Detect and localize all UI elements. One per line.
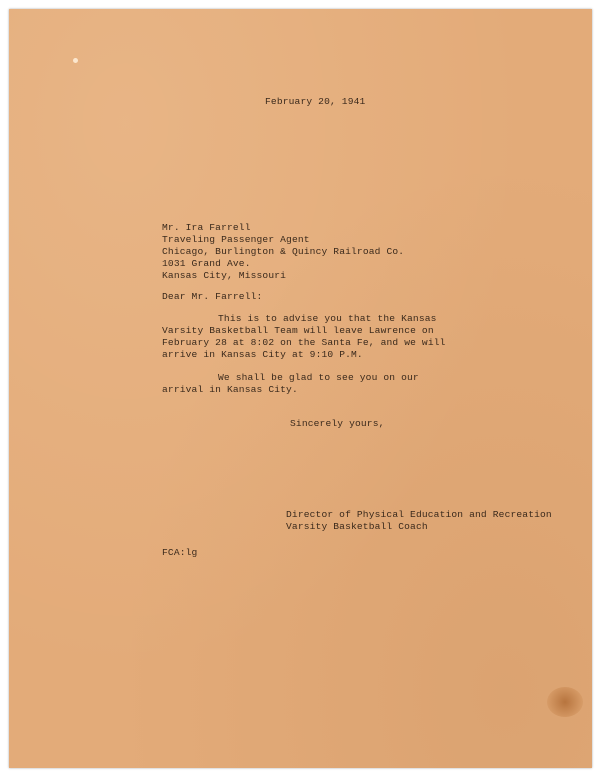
recipient-line: Mr. Ira Farrell — [162, 222, 251, 233]
paragraph-line: February 28 at 8:02 on the Santa Fe, and we will — [162, 337, 446, 348]
recipient-line: Traveling Passenger Agent — [162, 234, 310, 245]
letter-date: February 20, 1941 — [265, 96, 366, 107]
paragraph-line: This is to advise you that the Kansas — [218, 313, 437, 324]
reference-initials: FCA:lg — [162, 547, 198, 558]
paper-stain — [547, 687, 583, 717]
salutation: Dear Mr. Farrell: — [162, 291, 263, 302]
closing: Sincerely yours, — [290, 418, 385, 429]
paper-hole — [73, 58, 78, 63]
paragraph-line: We shall be glad to see you on our — [218, 372, 419, 383]
paragraph-line: arrival in Kansas City. — [162, 384, 298, 395]
recipient-line: 1031 Grand Ave. — [162, 258, 251, 269]
signature-title: Varsity Basketball Coach — [286, 521, 428, 532]
signature-title: Director of Physical Education and Recreation — [286, 509, 552, 520]
recipient-line: Chicago, Burlington & Quincy Railroad Co. — [162, 246, 405, 257]
recipient-line: Kansas City, Missouri — [162, 270, 287, 281]
paragraph-line: arrive in Kansas City at 9:10 P.M. — [162, 349, 363, 360]
paragraph-line: Varsity Basketball Team will leave Lawrence on — [162, 325, 434, 336]
letter-page — [9, 9, 592, 768]
